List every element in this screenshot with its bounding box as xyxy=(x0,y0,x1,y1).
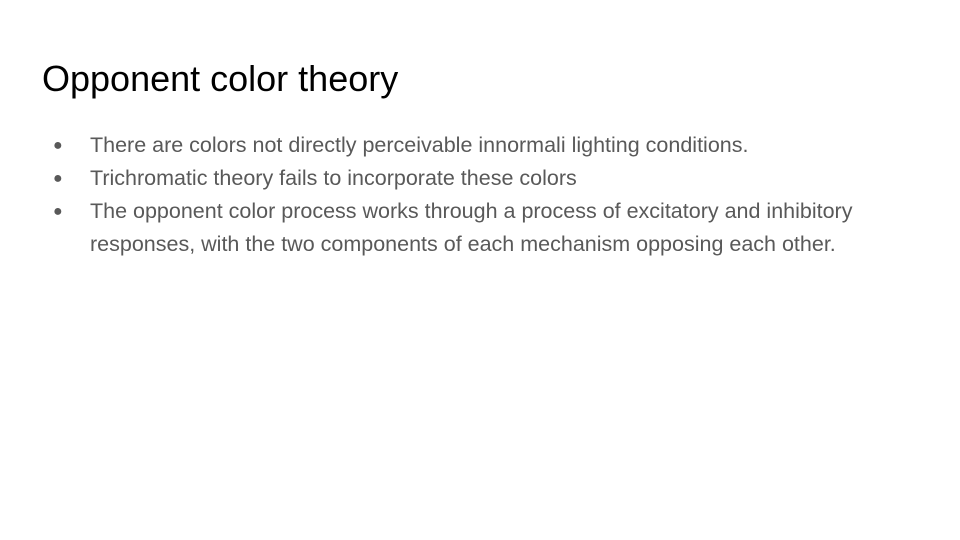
bullet-dot-icon: ● xyxy=(53,137,63,154)
bullet-item xyxy=(42,162,922,195)
bullet-list xyxy=(42,129,922,261)
slide-title: Opponent color theory xyxy=(42,58,399,99)
bullet-item xyxy=(42,129,922,162)
bullet-dot-icon: ● xyxy=(53,203,63,220)
bullet-dot-icon: ● xyxy=(53,170,63,187)
bullet-text: The opponent color process works through a process of excitatory and inhibitory responses, with the two components of each mechanism opposing each other. xyxy=(90,199,853,256)
bullet-item xyxy=(42,195,922,261)
bullet-text: There are colors not directly perceivable innormali lighting conditions. xyxy=(90,133,749,157)
bullet-text: Trichromatic theory fails to incorporate these colors xyxy=(90,166,577,190)
